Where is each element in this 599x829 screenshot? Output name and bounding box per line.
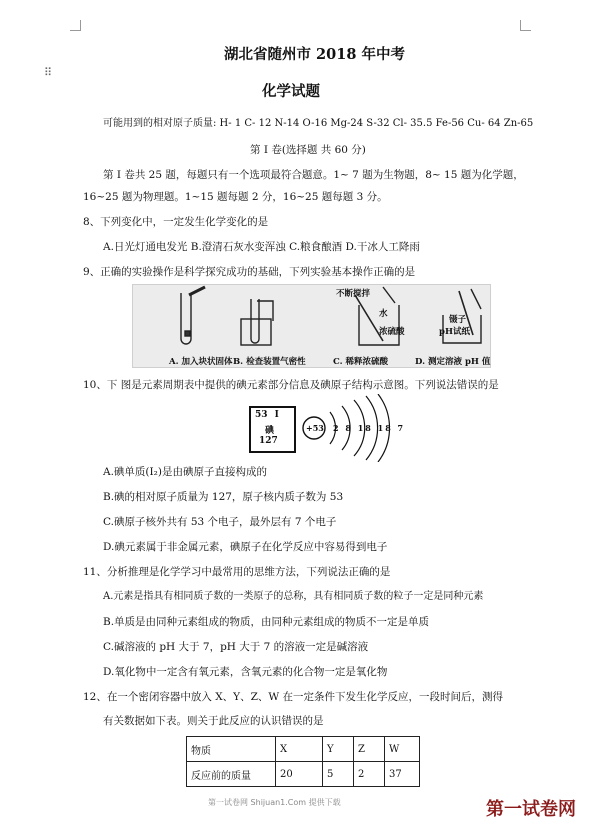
table-cell: Y xyxy=(323,737,354,762)
crop-mark-top-right xyxy=(520,20,531,31)
nucleus-charge: +53 xyxy=(306,423,324,433)
table-cell: 37 xyxy=(385,762,420,787)
table-cell: Z xyxy=(354,737,385,762)
q11-option-a: A.元素是指具有相同质子数的一类原子的总称，具有相同质子数的粒子一定是同种元素 xyxy=(103,591,484,602)
drag-handle-icon[interactable]: ⠿ xyxy=(44,66,54,79)
q10-option-c: C.碘原子核外共有 53 个电子，最外层有 7 个电子 xyxy=(103,516,337,528)
instructions-line-1: 第 I 卷共 25 题，每题只有一个选项最符合题意。1~ 7 题为生物题，8~ 15 题为化学题， xyxy=(103,169,524,181)
q10-stem: 10、下 图是元素周期表中提供的碘元素部分信息及碘原子结构示意图。下列说法错误的是 xyxy=(83,379,499,391)
table-cell: 2 xyxy=(354,762,385,787)
q10-option-b: B.碘的相对原子质量为 127，原子核内质子数为 53 xyxy=(103,491,344,503)
instructions-line-2: 16~25 题为物理题。1~15 题每题 2 分，16~25 题每题 3 分。 xyxy=(83,191,388,203)
q12-data-table xyxy=(186,736,420,787)
table-cell: 物质 xyxy=(187,737,276,762)
label-ph-paper: pH试纸 xyxy=(439,327,470,337)
q11-option-d: D.氧化物中一定含有氧元素，含氧元素的化合物一定是氧化物 xyxy=(103,666,388,678)
label-stir: 不断搅拌 xyxy=(336,289,371,299)
element-symbol: I xyxy=(274,410,279,420)
crop-mark-top-left xyxy=(70,20,81,31)
label-tweezers: 镊子 xyxy=(449,315,467,325)
table-row xyxy=(187,737,420,762)
q11-option-b: B.单质是由同种元素组成的物质，由同种元素组成的物质不一定是单质 xyxy=(103,616,430,628)
table-cell: 5 xyxy=(323,762,354,787)
q9-figure xyxy=(132,284,491,368)
element-name: 碘 xyxy=(265,426,275,436)
q9-caption-d: D. 测定溶液 pH 值 xyxy=(415,357,491,367)
label-acid: 浓硫酸 xyxy=(379,327,405,337)
label-water: 水 xyxy=(379,309,388,319)
section-title: 第 I 卷(选择题 共 60 分) xyxy=(250,144,366,156)
q10-option-d: D.碘元素属于非金属元素，碘原子在化学反应中容易得到电子 xyxy=(103,541,388,553)
q8-stem: 8、下列变化中，一定发生化学变化的是 xyxy=(83,216,269,228)
q9-caption-b: B. 检查装置气密性 xyxy=(233,357,306,367)
q9-stem: 9、正确的实验操作是科学探究成功的基础，下列实验基本操作正确的是 xyxy=(83,266,416,278)
table-row xyxy=(187,762,420,787)
q12-stem-line-2: 有关数据如下表。则关于此反应的认识错误的是 xyxy=(103,715,324,727)
table-cell: X xyxy=(276,737,323,762)
exam-subtitle: 化学试题 xyxy=(262,83,320,100)
q8-options: A.日光灯通电发光 B.澄清石灰水变浑浊 C.粮食酿酒 D.干冰人工降雨 xyxy=(103,241,420,253)
q9-caption-c: C. 稀释浓硫酸 xyxy=(333,357,389,367)
electron-shells: 2 8 18 18 7 xyxy=(333,423,406,433)
q9-caption-a: A. 加入块状固体 xyxy=(169,357,233,367)
element-card xyxy=(249,406,296,453)
brand-watermark: 第一试卷网 xyxy=(486,799,576,820)
element-mass: 127 xyxy=(259,436,278,446)
footer-text: 第一试卷网 Shijuan1.Com 提供下载 xyxy=(208,798,341,807)
q11-option-c: C.碱溶液的 pH 大于 7，pH 大于 7 的溶液一定是碱溶液 xyxy=(103,641,369,653)
element-number-symbol xyxy=(255,410,279,420)
table-cell: W xyxy=(385,737,420,762)
atomic-masses: 可能用到的相对原子质量: H- 1 C- 12 N-14 O-16 Mg-24 S-32 Cl- 35.5 Fe-56 Cu- 64 Zn-65 xyxy=(103,118,534,129)
table-cell: 反应前的质量 xyxy=(187,762,276,787)
q12-stem-line-1: 12、在一个密闭容器中放入 X、Y、Z、W 在一定条件下发生化学反应，一段时间后，测得 xyxy=(83,691,504,703)
exam-title: 湖北省随州市 2018 年中考 xyxy=(224,46,405,63)
element-number: 53 xyxy=(255,410,268,420)
q10-option-a: A.碘单质(I₂)是由碘原子直接构成的 xyxy=(103,466,267,478)
table-cell: 20 xyxy=(276,762,323,787)
q11-stem: 11、分析推理是化学学习中最常用的思维方法，下列说法正确的是 xyxy=(83,566,391,578)
